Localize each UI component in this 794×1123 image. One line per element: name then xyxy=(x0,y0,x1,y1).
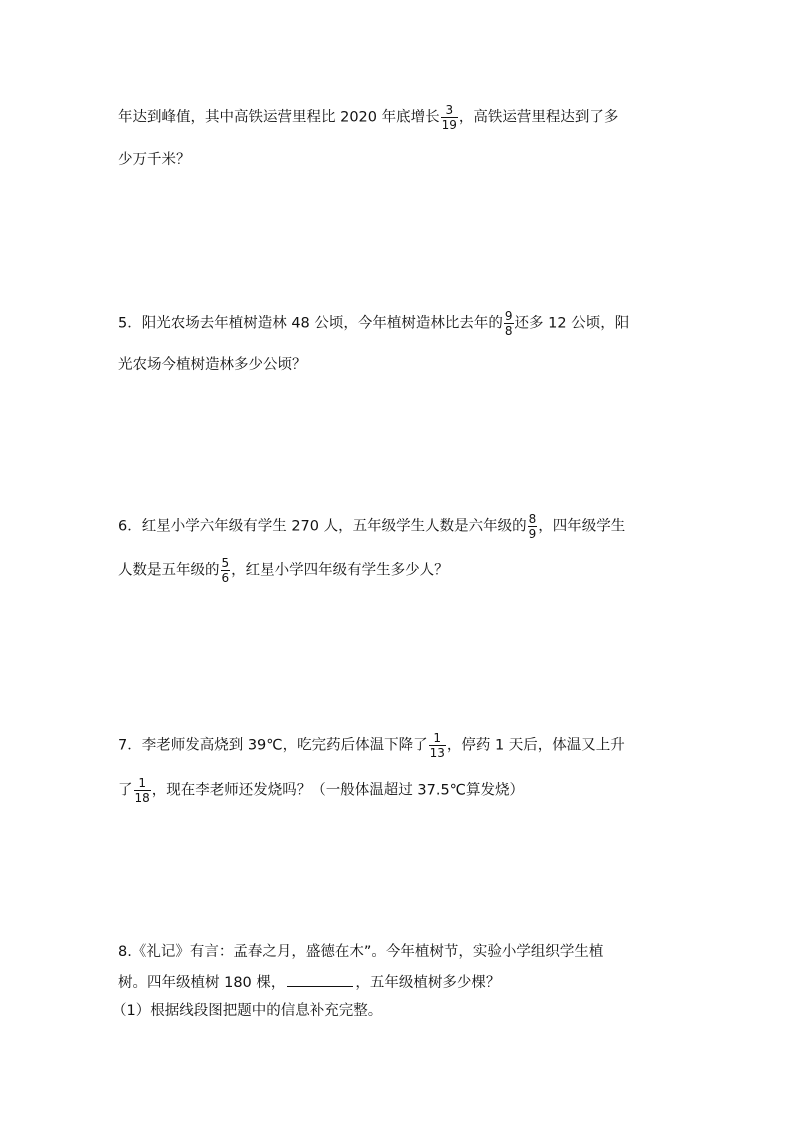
q4-fraction xyxy=(441,104,458,131)
q8-text-b: 树。四年级植树 180 棵， xyxy=(118,975,286,991)
q6-frac1-den: 9 xyxy=(528,527,537,541)
q5-text-a: 5．阳光农场去年植树造林 48 公顷，今年植树造林比去年的 xyxy=(118,315,503,332)
q7-frac2-den: 18 xyxy=(134,791,150,805)
q6-text-b: ，四年级学生 xyxy=(538,518,626,535)
q8-line-1 xyxy=(118,942,603,962)
q8-answer-blank[interactable] xyxy=(287,972,353,987)
q7-text-b: ，停药 1 天后，体温又上升 xyxy=(446,737,625,754)
q7-fraction-2 xyxy=(134,777,151,804)
q6-frac2-num: 5 xyxy=(221,556,230,570)
q7-line-2 xyxy=(118,777,524,804)
q7-frac2-num: 1 xyxy=(138,776,146,790)
q6-text-c: 人数是五年级的 xyxy=(118,562,220,579)
q5-fraction xyxy=(504,310,514,337)
q6-fraction-2 xyxy=(221,557,231,584)
q8-line-3 xyxy=(112,1001,382,1021)
q6-line-2 xyxy=(118,557,449,584)
q7-fraction-1 xyxy=(429,732,446,759)
q6-frac1-num: 8 xyxy=(528,512,537,526)
q4-text-b: ，高铁运营里程达到了多 xyxy=(458,109,619,126)
q6-text-a: 6．红星小学六年级有学生 270 人，五年级学生人数是六年级的 xyxy=(118,518,527,535)
q6-line-1 xyxy=(118,513,625,540)
q5-text-c: 光农场今植树造林多少公顷？ xyxy=(118,357,307,373)
q7-text-a: 7．李老师发高烧到 39℃，吃完药后体温下降了 xyxy=(118,737,428,754)
q7-frac1-den: 13 xyxy=(429,746,445,760)
q4-text-c: 少万千米？ xyxy=(118,152,191,168)
q4-line-2 xyxy=(118,150,191,170)
q4-frac-num: 3 xyxy=(445,103,454,117)
q8-text-c: ，五年级植树多少棵？ xyxy=(355,975,501,991)
q4-line-1 xyxy=(118,104,618,131)
q8-text-a: 8.《礼记》有言：孟春之月，盛德在木”。今年植树节，实验小学组织学生植 xyxy=(118,944,604,960)
q5-text-b: 还多 12 公顷，阳 xyxy=(514,315,630,332)
q6-text-d: ，红星小学四年级有学生多少人？ xyxy=(231,562,449,579)
q7-text-d: ，现在李老师还发烧吗？（一般体温超过 37.5℃算发烧） xyxy=(151,782,524,799)
q7-frac1-num: 1 xyxy=(433,731,442,745)
q5-line-1 xyxy=(118,310,629,337)
q4-frac-den: 19 xyxy=(441,118,457,132)
q8-text-d: （1）根据线段图把题中的信息补充完整。 xyxy=(112,1003,383,1019)
q7-text-c: 了 xyxy=(118,782,133,799)
q5-line-2 xyxy=(118,355,307,375)
q6-fraction-1 xyxy=(528,513,538,540)
q5-frac-num: 9 xyxy=(504,309,513,323)
q4-text-a: 年达到峰值，其中高铁运营里程比 2020 年底增长 xyxy=(118,109,440,126)
q5-frac-den: 8 xyxy=(504,324,513,338)
q6-frac2-den: 6 xyxy=(221,571,230,585)
q7-line-1 xyxy=(118,732,625,759)
q8-line-2 xyxy=(118,972,500,993)
